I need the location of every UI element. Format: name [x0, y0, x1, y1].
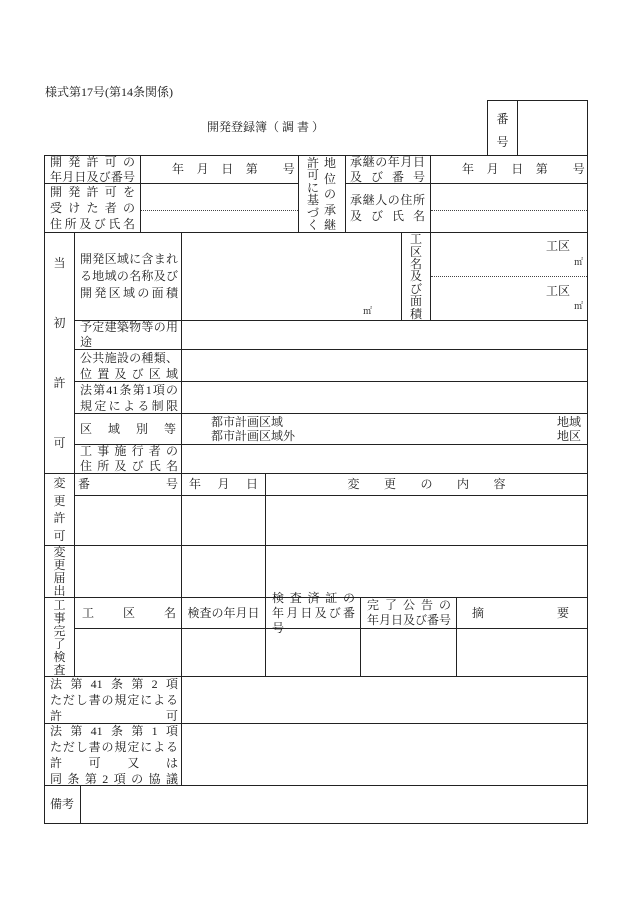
remarks-label [44, 785, 80, 823]
certificate-cell [265, 628, 360, 676]
succession-heading-col1 [307, 157, 319, 231]
succession-date-value [430, 155, 587, 183]
vertical-char: 許 [307, 156, 320, 170]
date-template: 年 月 日 第 号 [172, 162, 296, 176]
change-date-header [181, 473, 265, 495]
vertical-char: 積 [409, 306, 422, 321]
notification-number-cell [74, 545, 181, 597]
dotted-guide [141, 210, 298, 211]
zone-name-cell [74, 628, 181, 676]
label-line: ただし書の規定による [50, 693, 178, 707]
vertical-char: 区 [409, 244, 422, 259]
dotted-guide [431, 210, 587, 211]
vertical-char: 承 [324, 202, 337, 217]
public-facilities-label [74, 349, 181, 381]
vertical-char: 名 [409, 257, 422, 272]
successor-label [345, 183, 430, 232]
label-line: 承継人の住所 [350, 193, 425, 207]
column-header: 番号 [78, 477, 178, 491]
label-line: 公共施設の種類、 [80, 350, 178, 365]
column-header: 検査済証の [272, 590, 355, 605]
label-line: 許可又は [50, 755, 178, 770]
section-label-text [45, 233, 74, 473]
zoning-area: 都市計画区域外 [211, 429, 296, 443]
change-permit-section-label [44, 473, 74, 545]
successor-value [430, 183, 587, 232]
vertical-char: 検 [53, 649, 66, 664]
area-unit: ㎡ [362, 306, 372, 316]
label-line: 承継の年月日 [350, 154, 425, 169]
date-template: 年 月 日 第 号 [462, 162, 586, 176]
vertical-char: 地 [324, 156, 337, 170]
label-line: ただし書の規定による [50, 739, 178, 754]
label-line: 途 [80, 335, 93, 349]
label-line: 開発区域に含まれ [80, 252, 178, 266]
vertical-char: 更 [53, 493, 66, 508]
column-header: 変更の内容 [347, 477, 506, 491]
vertical-char: 了 [53, 636, 66, 651]
art41-2-permit-value [181, 676, 587, 723]
column-header: 年月日及び番号 [272, 605, 355, 635]
label-line: る地域の名称及び [80, 269, 178, 283]
zoning-row [211, 415, 581, 429]
planned-buildings-label [74, 320, 181, 349]
completion-notice-cell [360, 628, 456, 676]
label-line: 位置及び区域 [80, 366, 178, 381]
summary-cell [456, 628, 587, 676]
completion-notice-header [360, 597, 456, 628]
vertical-char: 工 [409, 232, 422, 247]
change-number-cell [74, 495, 181, 545]
vertical-char: 完 [53, 623, 66, 638]
vertical-char: 変 [53, 475, 66, 490]
label-line: 及び氏名 [350, 209, 425, 223]
label-line: 住所及び氏名 [80, 459, 178, 473]
inspection-date-cell [181, 628, 265, 676]
zone-name-header [74, 597, 181, 628]
vertical-char: 出 [53, 583, 66, 598]
vertical-char: 号 [496, 135, 509, 150]
work-zone-suffix: 工区 [545, 284, 570, 298]
vertical-char: 可 [307, 168, 320, 183]
vertical-char: 可 [53, 529, 66, 544]
change-content-header [265, 473, 587, 495]
label-line: 開発許可を [50, 185, 135, 199]
vertical-char: く [307, 217, 320, 232]
change-date-cell [181, 495, 265, 545]
column-header: 年月日及び番号 [367, 613, 452, 627]
remarks-value [80, 785, 587, 823]
label-line: 予定建築物等の用 [80, 320, 178, 334]
art41-2-permit-label [44, 676, 181, 723]
label-line: 同条第2項の協議 [50, 771, 178, 786]
form-title: 開発登録簿（ 調 書 ） [206, 120, 324, 134]
development-area-label [74, 232, 181, 320]
work-zone-unit: ㎡ [573, 257, 583, 267]
section-label-text [45, 474, 74, 545]
registry-table [44, 155, 588, 824]
vertical-char: 査 [53, 662, 66, 677]
work-zone-entry [431, 277, 587, 320]
art41-1-permit-value [181, 723, 587, 785]
vertical-char: 初 [53, 316, 66, 330]
vertical-char: 継 [324, 218, 337, 232]
label-line: 区域別等 [80, 421, 176, 436]
registry-number-label [488, 101, 517, 156]
vertical-char: 番 [496, 111, 509, 126]
restriction-value [181, 381, 587, 413]
vertical-char: 可 [53, 436, 66, 450]
notification-date-cell [181, 545, 265, 597]
completion-inspection-section-label [44, 597, 74, 676]
vertical-char: 更 [53, 558, 66, 573]
zoning-suffix: 地区 [556, 429, 581, 443]
vertical-char: 基 [307, 193, 320, 208]
permit-holder-value [140, 183, 298, 232]
section-label-text [45, 598, 74, 676]
zoning-row [211, 429, 581, 443]
label-line: 法第41条第2項 [50, 677, 178, 691]
public-facilities-value [181, 349, 587, 381]
inspection-date-header [181, 597, 265, 628]
label-line: 許可 [50, 709, 178, 723]
vertical-char: 位 [324, 171, 337, 186]
label-line: 工事施行者の [80, 444, 178, 458]
summary-header [456, 597, 587, 628]
label-line: 備考 [50, 797, 75, 811]
label-line: 住所及び氏名 [50, 217, 135, 231]
column-header: 検査の年月日 [187, 605, 260, 620]
change-number-header [74, 473, 181, 495]
vertical-char: 面 [409, 294, 422, 309]
zoning-area: 都市計画区域 [211, 415, 284, 429]
permit-date-label [44, 155, 140, 183]
work-zone-label [401, 232, 430, 320]
registry-number-value [517, 101, 587, 156]
label-line: 規定による制限 [80, 398, 178, 413]
restriction-label [74, 381, 181, 413]
work-zone-suffix: 工区 [545, 239, 570, 253]
change-content-cell [265, 495, 587, 545]
planned-buildings-value [181, 320, 587, 349]
column-header: 完了公告の [367, 598, 451, 612]
art41-1-permit-label [44, 723, 181, 785]
zoning-value [181, 413, 587, 444]
vertical-char: 工 [53, 597, 66, 612]
permit-date-value [140, 155, 298, 183]
label-line: 法第41条第1項の [80, 382, 178, 397]
vertical-char: 変 [53, 545, 66, 560]
section-label-text [45, 546, 74, 597]
zoning-label [74, 413, 181, 444]
succession-heading [298, 155, 345, 232]
label-line: 開発許可の [50, 154, 135, 169]
work-zone-entry [431, 233, 587, 276]
vertical-char: 届 [53, 570, 66, 585]
registry-number-box [487, 100, 588, 156]
label-line: 法第41条第1項 [50, 723, 178, 738]
succession-heading-col2 [324, 157, 336, 231]
column-header: 年月日 [189, 477, 258, 491]
vertical-char: 許 [53, 511, 66, 526]
vertical-char: 当 [53, 256, 66, 270]
contractor-label [74, 444, 181, 473]
change-notification-section-label [44, 545, 74, 597]
label-line: 年月日及び番号 [50, 169, 135, 184]
notification-content-cell [265, 545, 587, 597]
work-zone-label-text [402, 233, 430, 320]
column-header: 摘要 [472, 605, 569, 620]
form-number: 様式第17号(第14条関係) [45, 85, 173, 99]
vertical-char: づ [307, 205, 320, 220]
vertical-char: び [409, 281, 422, 296]
development-area-value [181, 232, 401, 320]
vertical-char: 事 [53, 610, 66, 625]
vertical-char: 及 [409, 269, 422, 284]
initial-permit-section-label [44, 232, 74, 473]
certificate-header [265, 590, 360, 635]
column-header: 工区名 [82, 605, 176, 620]
permit-holder-label [44, 183, 140, 232]
zoning-suffix: 地域 [556, 415, 581, 429]
vertical-char: の [324, 187, 337, 201]
succession-date-label [345, 155, 430, 183]
label-line: 受けた者の [50, 201, 135, 215]
work-zone-unit: ㎡ [573, 301, 583, 311]
label-line: 開発区域の面積 [80, 286, 178, 300]
work-zone-value [430, 232, 587, 320]
vertical-char: に [307, 180, 320, 195]
contractor-value [181, 444, 587, 473]
vertical-char: 許 [53, 376, 66, 390]
label-line: 及び番号 [350, 169, 425, 184]
